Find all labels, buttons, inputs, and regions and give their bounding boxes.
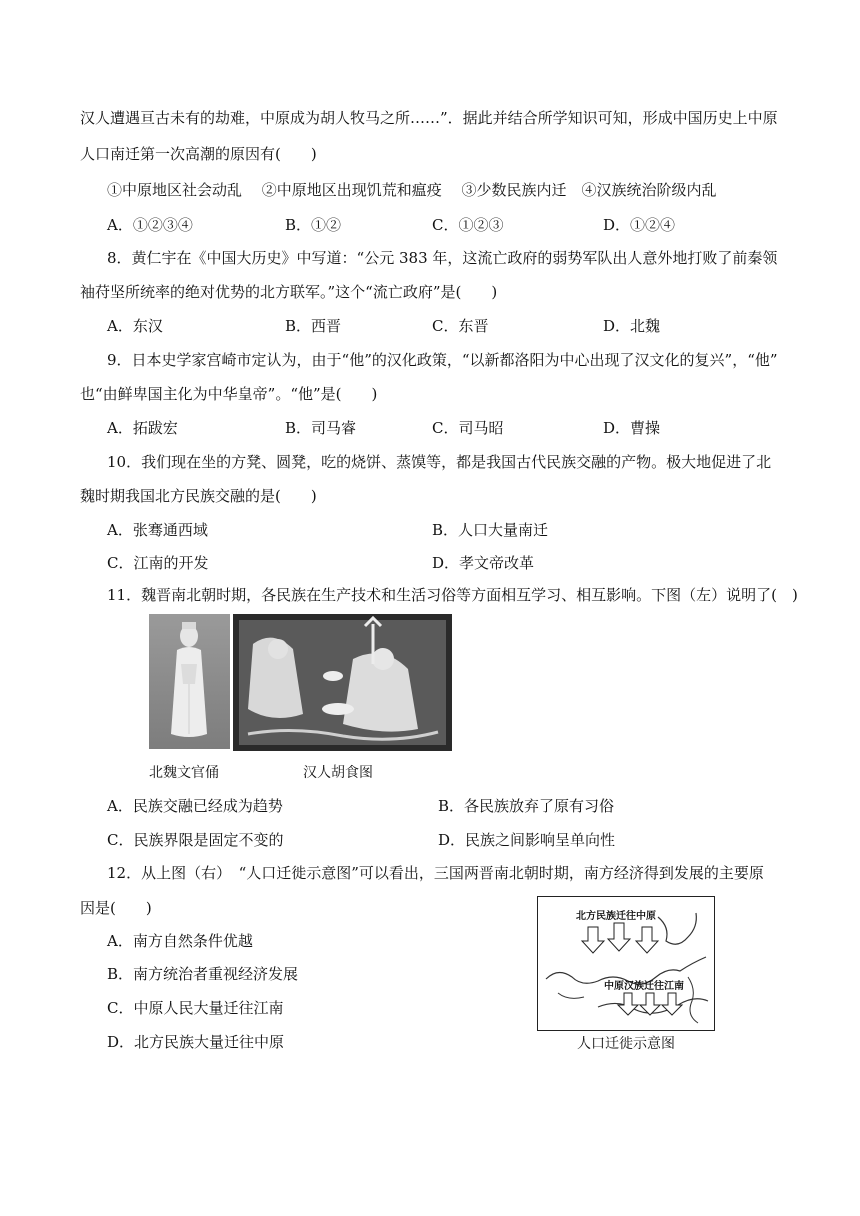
q8-line1: 8．黄仁宇在《中国大历史》中写道：“公元 383 年，这流亡政府的弱势军队出人意外地打败了前秦领 xyxy=(107,249,778,267)
q8-option-d: D．北魏 xyxy=(603,317,661,335)
q7-items: ①中原地区社会动乱 ②中原地区出现饥荒和瘟疫 ③少数民族内迁 ④汉族统治阶级内乱 xyxy=(107,181,717,199)
q11-option-d: D．民族之间影响呈单向性 xyxy=(438,831,616,849)
map-label-south: 中原汉族迁往江南 xyxy=(604,981,684,992)
q7-line2: 人口南迁第一次高潮的原因有( ) xyxy=(80,145,317,163)
q10-line1: 10．我们现在坐的方凳、圆凳，吃的烧饼、蒸馍等，都是我国古代民族交融的产物。极大地促进了北 xyxy=(107,453,772,471)
q11-line1: 11．魏晋南北朝时期，各民族在生产技术和生活习俗等方面相互学习、相互影响。下图（左）说明了( ) xyxy=(107,586,798,604)
q12-option-b: B．南方统治者重视经济发展 xyxy=(107,965,299,983)
q11-option-a: A．民族交融已经成为趋势 xyxy=(107,797,283,815)
q10-option-a: A．张骞通西域 xyxy=(107,521,208,539)
q10-option-c: C．江南的开发 xyxy=(107,554,209,572)
hu-food-caption: 汉人胡食图 xyxy=(303,765,373,781)
q12-option-d: D．北方民族大量迁往中原 xyxy=(107,1033,285,1051)
q8-line2: 袖苻坚所统率的绝对优势的北方联军。”这个“流亡政府”是( ) xyxy=(80,283,498,301)
q7-option-a: A．①②③④ xyxy=(107,216,193,234)
q9-option-b: B．司马睿 xyxy=(285,419,357,437)
q11-option-b: B．各民族放弃了原有习俗 xyxy=(438,797,615,815)
migration-map xyxy=(537,896,715,1031)
q7-option-b: B．①② xyxy=(285,216,342,234)
q7-option-d: D．①②④ xyxy=(603,216,676,234)
map-label-north: 北方民族迁往中原 xyxy=(576,911,656,922)
q10-line2: 魏时期我国北方民族交融的是( ) xyxy=(80,487,317,505)
q7-option-c: C．①②③ xyxy=(432,216,504,234)
hu-food-image xyxy=(233,614,452,751)
q8-option-c: C．东晋 xyxy=(432,317,489,335)
q12-line2: 因是( ) xyxy=(80,899,152,917)
q12-line1: 12．从上图（右） “人口迁徙示意图”可以看出，三国两晋南北朝时期，南方经济得到发展的主要原 xyxy=(107,864,764,882)
q10-option-d: D．孝文帝改革 xyxy=(432,554,535,572)
q9-line1: 9．日本史学家宫崎市定认为，由于“他”的汉化政策，“以新都洛阳为中心出现了汉文化的复兴”，“他” xyxy=(107,351,778,369)
q11-option-c: C．民族界限是固定不变的 xyxy=(107,831,284,849)
q9-option-d: D．曹操 xyxy=(603,419,661,437)
q8-option-a: A．东汉 xyxy=(107,317,163,335)
q10-option-b: B．人口大量南迁 xyxy=(432,521,549,539)
q9-option-a: A．拓跋宏 xyxy=(107,419,178,437)
figurine-caption: 北魏文官俑 xyxy=(149,765,219,781)
q12-option-a: A．南方自然条件优越 xyxy=(107,932,253,950)
figurine-image xyxy=(149,614,230,749)
q9-option-c: C．司马昭 xyxy=(432,419,504,437)
q9-line2: 也“由鲜卑国主化为中华皇帝”。“他”是( ) xyxy=(80,385,378,403)
q7-line1: 汉人遭遇亘古未有的劫难，中原成为胡人牧马之所……”．据此并结合所学知识可知，形成中国历史上中原 xyxy=(80,109,778,127)
q12-option-c: C．中原人民大量迁往江南 xyxy=(107,999,284,1017)
map-caption: 人口迁徙示意图 xyxy=(577,1036,675,1052)
q8-option-b: B．西晋 xyxy=(285,317,342,335)
